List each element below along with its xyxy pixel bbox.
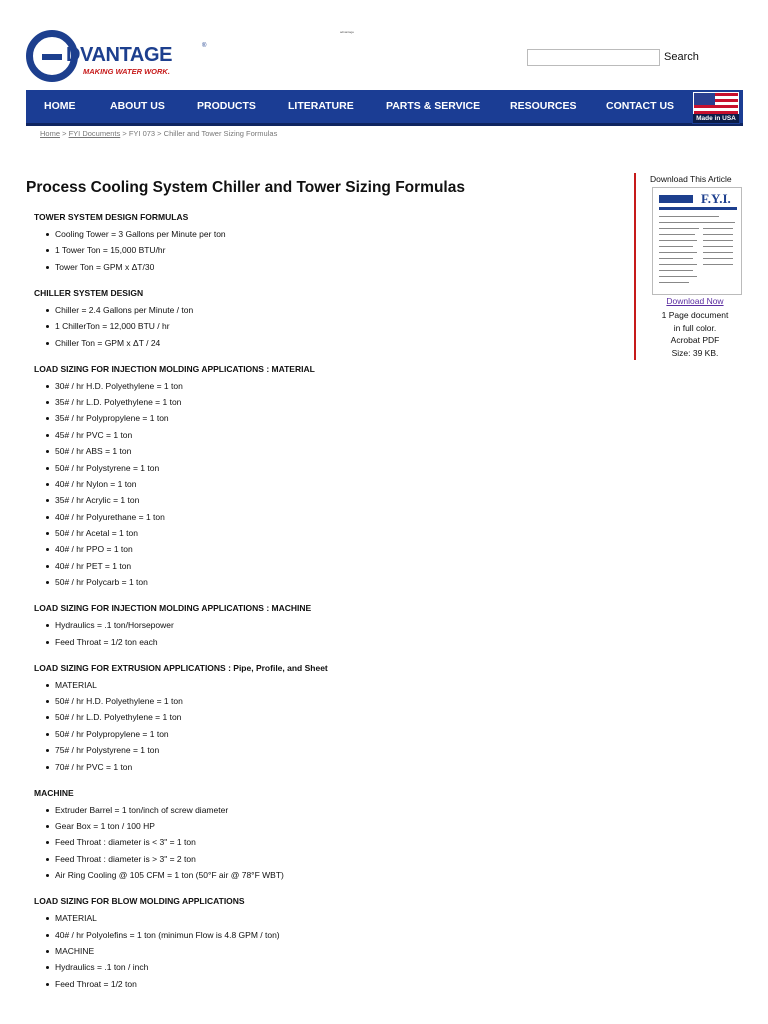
section-title: LOAD SIZING FOR INJECTION MOLDING APPLICATIONS : MATERIAL bbox=[34, 363, 315, 374]
list-item: 50# / hr L.D. Polyethylene = 1 ton bbox=[34, 712, 594, 723]
document-info-pages: 1 Page document bbox=[661, 310, 729, 320]
thumbnail-text-line bbox=[659, 234, 695, 235]
thumbnail-text-line bbox=[659, 228, 699, 229]
list-item: MACHINE bbox=[34, 946, 594, 957]
thumbnail-text-line bbox=[659, 270, 693, 271]
list-item: 50# / hr Acetal = 1 ton bbox=[34, 528, 594, 539]
nav-item-products[interactable]: PRODUCTS bbox=[197, 100, 256, 112]
list-item: 35# / hr Acrylic = 1 ton bbox=[34, 495, 594, 506]
section-list bbox=[34, 229, 594, 273]
list-item: 40# / hr PET = 1 ton bbox=[34, 561, 594, 572]
breadcrumb bbox=[40, 129, 277, 138]
download-now-link[interactable]: Download Now bbox=[666, 296, 724, 306]
thumbnail-text-line bbox=[659, 246, 693, 247]
list-item: Feed Throat = 1/2 ton bbox=[34, 979, 594, 990]
header-tiny-text: advantage bbox=[340, 30, 355, 34]
sidebar-title: Download This Article bbox=[650, 174, 732, 184]
thumbnail-text-line bbox=[659, 222, 735, 223]
article-content bbox=[34, 210, 594, 990]
thumbnail-text-line bbox=[703, 252, 733, 253]
list-item: Feed Throat : diameter is > 3" = 2 ton bbox=[34, 854, 594, 865]
flag-canton bbox=[694, 93, 715, 105]
list-item: Feed Throat = 1/2 ton each bbox=[34, 637, 594, 648]
section-list bbox=[34, 305, 594, 349]
logo-trademark: ® bbox=[202, 43, 207, 49]
list-item: 70# / hr PVC = 1 ton bbox=[34, 762, 594, 773]
list-item: 40# / hr Nylon = 1 ton bbox=[34, 479, 594, 490]
thumbnail-text-line bbox=[659, 258, 693, 259]
section-title: LOAD SIZING FOR BLOW MOLDING APPLICATIONS bbox=[34, 896, 245, 907]
logo-wordmark: DVANTAGE bbox=[66, 44, 173, 66]
list-item: 1 ChillerTon = 12,000 BTU / hr bbox=[34, 321, 594, 332]
list-item: Cooling Tower = 3 Gallons per Minute per ton bbox=[34, 229, 594, 240]
section-title: TOWER SYSTEM DESIGN FORMULAS bbox=[34, 212, 189, 222]
thumbnail-fyi-label: F.Y.I. bbox=[701, 191, 731, 206]
section-list bbox=[34, 620, 594, 647]
download-sidebar bbox=[634, 173, 752, 360]
thumbnail-rule bbox=[659, 207, 737, 210]
page-title: Process Cooling System Chiller and Tower Sizing Formulas bbox=[26, 179, 465, 196]
nav-item-parts-service[interactable]: PARTS & SERVICE bbox=[386, 100, 481, 112]
section-title: LOAD SIZING FOR INJECTION MOLDING APPLICATIONS : MACHINE bbox=[34, 603, 312, 614]
list-item: Chiller Ton = GPM x ΔT / 24 bbox=[34, 338, 594, 349]
thumbnail-text-line bbox=[703, 234, 733, 235]
list-item: Extruder Barrel = 1 ton/inch of screw diameter bbox=[34, 805, 594, 816]
document-info-format: Acrobat PDF bbox=[670, 335, 720, 346]
list-item: 40# / hr Polyolefins = 1 ton (minimun Flow is 4.8 GPM / ton) bbox=[34, 930, 594, 941]
section-title: CHILLER SYSTEM DESIGN bbox=[34, 287, 144, 298]
list-item: Chiller = 2.4 Gallons per Minute / ton bbox=[34, 305, 594, 316]
thumbnail-text-line bbox=[703, 240, 733, 241]
section-title: MACHINE bbox=[34, 787, 74, 798]
flag-label: Made in USA bbox=[693, 114, 739, 123]
section-title: LOAD SIZING FOR EXTRUSION APPLICATIONS : Pipe, Profile, and Sheet bbox=[34, 662, 328, 673]
search-button[interactable]: Search bbox=[664, 51, 699, 63]
thumbnail-text-line bbox=[703, 264, 733, 265]
list-item: 75# / hr Polystyrene = 1 ton bbox=[34, 745, 594, 756]
thumbnail-text-line bbox=[659, 252, 697, 253]
thumbnail-text-line bbox=[659, 276, 697, 277]
list-item: Hydraulics = .1 ton/Horsepower bbox=[34, 620, 594, 631]
section-list bbox=[34, 680, 594, 773]
nav-item-about-us[interactable]: ABOUT US bbox=[110, 100, 165, 112]
thumbnail-text-line bbox=[659, 282, 689, 283]
logo-tagline: MAKING WATER WORK. bbox=[83, 67, 170, 76]
list-item: MATERIAL bbox=[34, 680, 594, 691]
nav-item-home[interactable]: HOME bbox=[44, 100, 76, 112]
search-input[interactable] bbox=[527, 49, 660, 66]
list-item: 1 Tower Ton = 15,000 BTU/hr bbox=[34, 245, 594, 256]
section-list bbox=[34, 805, 594, 882]
list-item: 35# / hr L.D. Polyethylene = 1 ton bbox=[34, 397, 594, 408]
nav-item-contact-us[interactable]: CONTACT US bbox=[606, 100, 675, 112]
list-item: 35# / hr Polypropylene = 1 ton bbox=[34, 413, 594, 424]
made-in-usa-flag-icon bbox=[692, 91, 740, 124]
list-item: 45# / hr PVC = 1 ton bbox=[34, 430, 594, 441]
breadcrumb-current: Chiller and Tower Sizing Formulas bbox=[163, 129, 278, 138]
nav-item-resources[interactable]: RESOURCES bbox=[510, 100, 577, 112]
thumbnail-text-line bbox=[659, 240, 697, 241]
thumbnail-text-line bbox=[703, 246, 733, 247]
list-item: 50# / hr Polystyrene = 1 ton bbox=[34, 463, 594, 474]
breadcrumb-home[interactable]: Home bbox=[40, 129, 61, 138]
list-item: Feed Throat : diameter is < 3" = 1 ton bbox=[34, 837, 594, 848]
thumbnail-text-line bbox=[659, 264, 697, 265]
list-item: 50# / hr ABS = 1 ton bbox=[34, 446, 594, 457]
section-list bbox=[34, 913, 594, 990]
thumbnail-text-line bbox=[703, 258, 733, 259]
list-item: 50# / hr Polycarb = 1 ton bbox=[34, 577, 594, 588]
thumbnail-text-line bbox=[703, 228, 733, 229]
list-item: 40# / hr Polyurethane = 1 ton bbox=[34, 512, 594, 523]
section-list bbox=[34, 381, 594, 589]
document-thumbnail[interactable] bbox=[652, 187, 742, 295]
thumbnail-logo bbox=[659, 195, 693, 203]
list-item: MATERIAL bbox=[34, 913, 594, 924]
list-item: Tower Ton = GPM x ΔT/30 bbox=[34, 262, 594, 273]
breadcrumb-separator: > bbox=[120, 129, 129, 138]
list-item: Air Ring Cooling @ 105 CFM = 1 ton (50°F air @ 78°F WBT) bbox=[34, 870, 594, 881]
breadcrumb-fyi-documents[interactable]: FYI Documents bbox=[68, 129, 121, 138]
list-item: 40# / hr PPO = 1 ton bbox=[34, 544, 594, 555]
list-item: 50# / hr H.D. Polyethylene = 1 ton bbox=[34, 696, 594, 707]
list-item: Hydraulics = .1 ton / inch bbox=[34, 962, 594, 973]
list-item: Gear Box = 1 ton / 100 HP bbox=[34, 821, 594, 832]
brand-logo[interactable] bbox=[26, 30, 208, 82]
breadcrumb-separator: > bbox=[155, 129, 164, 138]
thumbnail-text-line bbox=[659, 216, 719, 217]
document-info-color: in full color. bbox=[673, 322, 717, 333]
list-item: 50# / hr Polypropylene = 1 ton bbox=[34, 729, 594, 740]
breadcrumb-separator: > bbox=[60, 129, 69, 138]
document-info-size: Size: 39 KB. bbox=[671, 348, 719, 359]
breadcrumb-fyi-073: FYI 073 bbox=[128, 129, 156, 138]
nav-item-literature[interactable]: LITERATURE bbox=[288, 100, 354, 112]
list-item: 30# / hr H.D. Polyethylene = 1 ton bbox=[34, 381, 594, 392]
main-nav bbox=[26, 90, 743, 126]
